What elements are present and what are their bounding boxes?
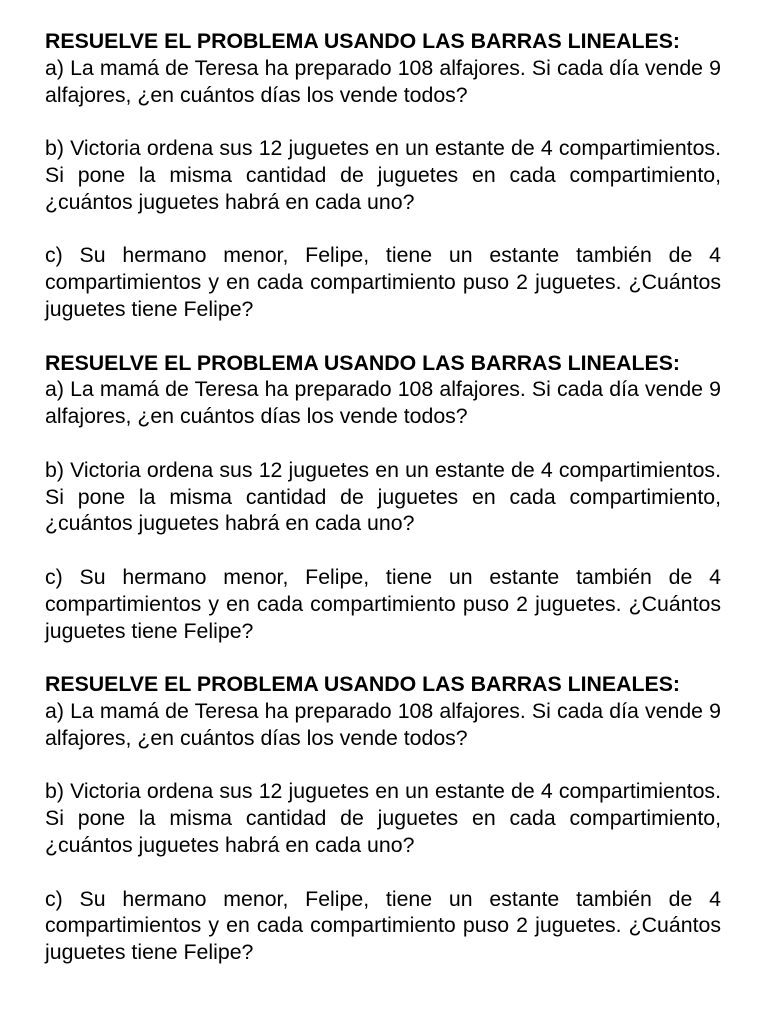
problem-a: a) La mamá de Teresa ha preparado 108 alfajores. Si cada día vende 9 alfajores, ¿en cuántos días los vende todos? [45, 55, 721, 107]
problem-b: b) Victoria ordena sus 12 juguetes en un estante de 4 compartimientos. Si pone la misma cantidad de juguetes en cada compartimiento, ¿cuántos juguetes habrá en cada uno? [45, 136, 721, 214]
problem-set-2 [45, 350, 721, 645]
problem-set-heading: RESUELVE EL PROBLEMA USANDO LAS BARRAS LINEALES: [45, 29, 681, 53]
problem-a: a) La mamá de Teresa ha preparado 108 alfajores. Si cada día vende 9 alfajores, ¿en cuántos días los vende todos? [45, 377, 721, 429]
problem-set-1 [45, 28, 721, 323]
problem-a: a) La mamá de Teresa ha preparado 108 alfajores. Si cada día vende 9 alfajores, ¿en cuántos días los vende todos? [45, 698, 721, 750]
worksheet-page [45, 28, 721, 993]
problem-set-heading: RESUELVE EL PROBLEMA USANDO LAS BARRAS LINEALES: [45, 350, 681, 375]
problem-set-heading: RESUELVE EL PROBLEMA USANDO LAS BARRAS LINEALES: [45, 672, 681, 697]
problem-c: c) Su hermano menor, Felipe, tiene un estante también de 4 compartimientos y en cada compartimiento puso 2 juguetes. ¿Cuántos juguetes tiene Felipe? [45, 564, 721, 643]
problem-b: b) Victoria ordena sus 12 juguetes en un estante de 4 compartimientos. Si pone la misma cantidad de juguetes en cada compartimiento, ¿cuántos juguetes habrá en cada uno? [45, 779, 721, 857]
problem-c: c) Su hermano menor, Felipe, tiene un estante también de 4 compartimientos y en cada compartimiento puso 2 juguetes. ¿Cuántos juguetes tiene Felipe? [45, 886, 721, 965]
problem-set-3 [45, 671, 721, 966]
problem-b: b) Victoria ordena sus 12 juguetes en un estante de 4 compartimientos. Si pone la misma cantidad de juguetes en cada compartimiento, ¿cuántos juguetes habrá en cada uno? [45, 457, 721, 536]
problem-c: c) Su hermano menor, Felipe, tiene un estante también de 4 compartimientos y en cada compartimiento puso 2 juguetes. ¿Cuántos juguetes tiene Felipe? [45, 243, 721, 321]
